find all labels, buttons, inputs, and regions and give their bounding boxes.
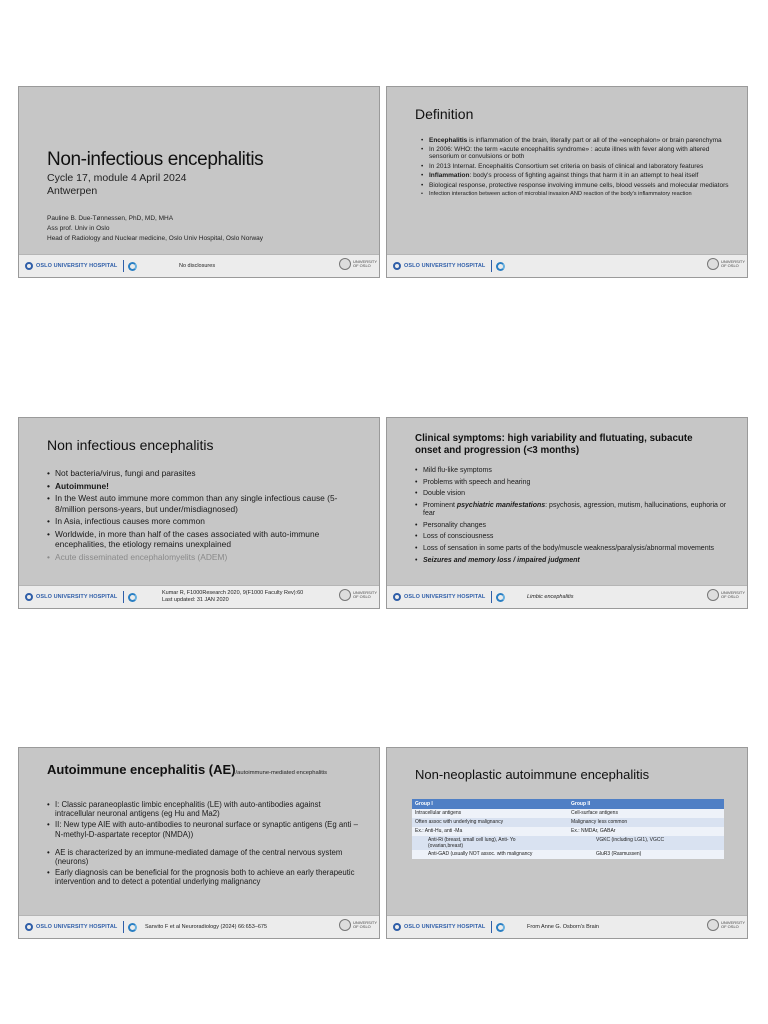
- list-item: • Worldwide, in more than half of the cases associated with auto-immune encephalities, the etiology remains unexplained: [47, 529, 347, 550]
- group-comparison-table: [412, 799, 724, 859]
- bullet-text: Personality changes: [423, 521, 487, 529]
- university-name: UNIVERSITY OF OSLO: [721, 258, 745, 268]
- university-seal-icon: [339, 258, 351, 270]
- bullet-text: Double vision: [423, 490, 466, 498]
- list-item: [415, 467, 735, 475]
- table-row: [412, 836, 724, 850]
- bullet-emphasis: psychiatric manifestations: [456, 502, 546, 510]
- table-header-row: [412, 799, 724, 809]
- slide-2-bullets: [421, 137, 731, 200]
- hospital-logo: [25, 260, 137, 272]
- table-cell: Intracellular antigens: [412, 809, 568, 818]
- logo-separator: [491, 591, 492, 603]
- logo-separator: [491, 260, 492, 272]
- slide-footer: [19, 915, 379, 938]
- university-name: UNIVERSITY OF OSLO: [353, 589, 377, 599]
- slide-5-citation: Sanvito F et al Neuroradiology (2024) 66:653–675: [145, 924, 267, 930]
- table-cell: Ex.: NMDAr, GABAr: [568, 827, 724, 836]
- university-name: UNIVERSITY OF OSLO: [721, 919, 745, 929]
- slide-footer: [387, 254, 747, 277]
- hospital-name: OSLO UNIVERSITY HOSPITAL: [36, 924, 118, 930]
- slide-3-citation: Kumar R, F1000Research 2020, 9(F1000 Faculty Rev):60: [162, 590, 304, 596]
- university-seal-icon: [707, 258, 719, 270]
- list-item: [415, 545, 735, 553]
- table-header-group-1: Group I: [412, 799, 568, 809]
- university-logo: [339, 589, 377, 601]
- logo-separator: [123, 260, 124, 272]
- logo-separator: [491, 921, 492, 933]
- bullet-emphasis: Seizures and memory loss / impaired judgment: [423, 556, 580, 564]
- bullet-text: Problems with speech and hearing: [423, 478, 531, 486]
- university-seal-icon: [339, 589, 351, 601]
- list-item: • Acute disseminated encephalomyelits (ADEM): [47, 552, 347, 563]
- list-item: • Autoimmune!: [47, 481, 347, 492]
- university-seal-icon: [707, 919, 719, 931]
- slide-6-source: From Anne G. Osborn's Brain: [527, 924, 599, 930]
- slide-2: [386, 86, 748, 278]
- list-item: • Early diagnosis can be beneficial for the prognosis both to achieve an early therapeutic intervention and to detect a potential underlying malignancy: [47, 868, 362, 886]
- hospital-name: OSLO UNIVERSITY HOSPITAL: [36, 263, 118, 269]
- bullet-text: is inflammation of the brain, literally part or all of the «encephalon» or brain parenchyma: [467, 137, 722, 144]
- hospital-logo-icon: [393, 262, 401, 270]
- table-cell: Anti-Ri (breast, small cell lung), Anti- Yo (ovarian,breast): [412, 836, 568, 850]
- slide-1-subtitle: Cycle 17, module 4 April 2024: [47, 172, 187, 184]
- list-item: • In Asia, infectious causes more common: [47, 516, 347, 527]
- slide-footer: [387, 585, 747, 608]
- bullet-text: Loss of sensation in some parts of the body/muscle weakness/paralysis/abnormal movements: [423, 544, 715, 552]
- list-item: [421, 172, 731, 179]
- slide-5-bullets: [47, 800, 362, 889]
- bullet-term: Encephalitis: [429, 137, 468, 144]
- slide-1-footnote: No disclosures: [179, 263, 216, 269]
- bullet-text: Prominent: [423, 502, 457, 510]
- slide-3-bullets: [47, 468, 347, 564]
- slide-5-title-suffix: /autoimmune-mediated encephalitis: [235, 770, 328, 776]
- hospital-name: OSLO UNIVERSITY HOSPITAL: [404, 594, 486, 600]
- swirl-logo-icon: [128, 262, 137, 271]
- table-cell: Cell-surface antigens: [568, 809, 724, 818]
- slide-6: [386, 747, 748, 939]
- university-logo: [339, 919, 377, 931]
- slide-3-citation-date: Last updated: 31 JAN 2020: [162, 597, 229, 603]
- hospital-logo: [25, 591, 137, 603]
- table-cell: Ex.: Anti-Hu, anti -Ma: [412, 827, 568, 836]
- list-item: [421, 191, 731, 198]
- hospital-logo: [393, 921, 505, 933]
- swirl-logo-icon: [496, 593, 505, 602]
- table-cell: Anti-GAD (usually NOT assoc. with malignancy: [412, 850, 568, 859]
- list-item: [415, 557, 735, 565]
- slide-1-author-name: Pauline B. Due-Tønnessen, PhD, MD, MHA: [47, 215, 174, 222]
- list-item: [421, 146, 731, 160]
- university-seal-icon: [707, 589, 719, 601]
- list-item: • Not bacteria/virus, fungi and parasites: [47, 468, 347, 479]
- table-cell: GluR3 (Rasmussen): [568, 850, 724, 859]
- swirl-logo-icon: [128, 593, 137, 602]
- slide-6-title: Non-neoplastic autoimmune encephalitis: [415, 767, 650, 782]
- logo-separator: [123, 591, 124, 603]
- slide-3-title: Non infectious encephalitis: [47, 437, 214, 453]
- bullet-term: Inflammation: [429, 172, 470, 180]
- slide-4-title: Clinical symptoms: high variability and flutuating, subacute onset and progression (<3 months): [415, 433, 693, 456]
- bullet-text: In 2006: WHO: the term «acute encephalitis syndrome» : acute illnes with fever along with altered sensorium or convulsions or both: [429, 146, 710, 161]
- university-name: UNIVERSITY OF OSLO: [353, 258, 377, 268]
- bullet-text: Biological response, protective response involving immune cells, blood vessels and molecular mediators: [429, 181, 729, 189]
- swirl-logo-icon: [496, 923, 505, 932]
- bullet-text: Mild flu-like symptoms: [423, 467, 492, 474]
- slide-2-title: Definition: [415, 106, 474, 122]
- table-cell: Often assoc with underlying malignancy: [412, 818, 568, 827]
- university-seal-icon: [339, 919, 351, 931]
- university-name: UNIVERSITY OF OSLO: [353, 919, 377, 929]
- university-name: UNIVERSITY OF OSLO: [721, 589, 745, 599]
- slide-1-author-title: Ass prof. Univ in Oslo: [47, 225, 110, 232]
- slide-footer: [19, 254, 379, 277]
- hospital-logo: [393, 591, 505, 603]
- hospital-logo-icon: [25, 923, 33, 931]
- hospital-logo: [393, 260, 505, 272]
- slide-footer: [19, 585, 379, 608]
- hospital-logo: [25, 921, 137, 933]
- swirl-logo-icon: [496, 262, 505, 271]
- slide-5-title-block: [47, 762, 357, 778]
- university-logo: [707, 258, 745, 270]
- list-item: • In the West auto immune more common than any single infectious cause (5-8/million persons-years, but under/misdiagnosed): [47, 493, 347, 514]
- slide-4: [386, 417, 748, 609]
- hospital-logo-icon: [25, 262, 33, 270]
- slide-footer: [387, 915, 747, 938]
- hospital-logo-icon: [393, 593, 401, 601]
- list-item: [415, 522, 735, 530]
- list-item: • AE is characterized by an immune-mediated damage of the central nervous system (neurons): [47, 848, 362, 866]
- swirl-logo-icon: [128, 923, 137, 932]
- bullet-text: Loss of consciousness: [423, 533, 494, 541]
- table-header-group-2: Group II: [568, 799, 724, 809]
- bullet-text: Infection interaction between action of microbial invasion AND reaction of the body's inflammatory reaction: [429, 190, 692, 197]
- list-item: [415, 533, 735, 541]
- list-item: [415, 479, 735, 487]
- table-row: [412, 827, 724, 836]
- hospital-logo-icon: [393, 923, 401, 931]
- hospital-name: OSLO UNIVERSITY HOSPITAL: [36, 594, 118, 600]
- hospital-name: OSLO UNIVERSITY HOSPITAL: [404, 924, 486, 930]
- bullet-text: In 2013 Internat. Encephalitis Consortium set criteria on basis of clinical and laboratory features: [429, 162, 704, 170]
- table-row: [412, 818, 724, 827]
- table-row: [412, 850, 724, 859]
- list-item: • I: Classic paraneoplastic limbic encephalitis (LE) with auto-antibodies against intracellular neuronal antigens (eg Hu and Ma2): [47, 800, 362, 818]
- slide-1-title: Non-infectious encephalitis: [47, 149, 264, 170]
- university-logo: [707, 919, 745, 931]
- table-cell: Malignancy less common: [568, 818, 724, 827]
- slide-3: [18, 417, 380, 609]
- bullet-text: : body's process of fighting against things that harm it in an attempt to heal itself: [469, 172, 699, 180]
- list-item: [415, 502, 735, 517]
- slide-4-bullets: [415, 467, 735, 568]
- list-item: • II: New type AIE with auto-antibodies to neuronal surface or synaptic antigens (Eg anti –N-methyl-D-aspartate receptor (NMDA)): [47, 820, 362, 838]
- university-logo: [707, 589, 745, 601]
- list-item: [421, 182, 731, 189]
- bullet-text: : psychosis, agression, mutism, hallucinations, euphoria or fear: [423, 502, 727, 517]
- slide-1-location: Antwerpen: [47, 185, 98, 197]
- hospital-logo-icon: [25, 593, 33, 601]
- list-item: [415, 490, 735, 498]
- hospital-name: OSLO UNIVERSITY HOSPITAL: [404, 263, 486, 269]
- slide-1: [18, 86, 380, 278]
- slide-4-footnote: Limbic encephalitis: [527, 594, 574, 600]
- list-item: [421, 137, 731, 144]
- slide-5-title: Autoimmune encephalitis (AE): [47, 762, 236, 777]
- table-cell: VGKC (including LGI1), VGCC: [568, 836, 724, 850]
- slide-1-author-role: Head of Radiology and Nuclear medicine, Oslo Univ Hospital, Oslo Norway: [47, 235, 264, 242]
- slide-5: [18, 747, 380, 939]
- logo-separator: [123, 921, 124, 933]
- university-logo: [339, 258, 377, 270]
- table-row: [412, 809, 724, 818]
- list-item: [421, 163, 731, 170]
